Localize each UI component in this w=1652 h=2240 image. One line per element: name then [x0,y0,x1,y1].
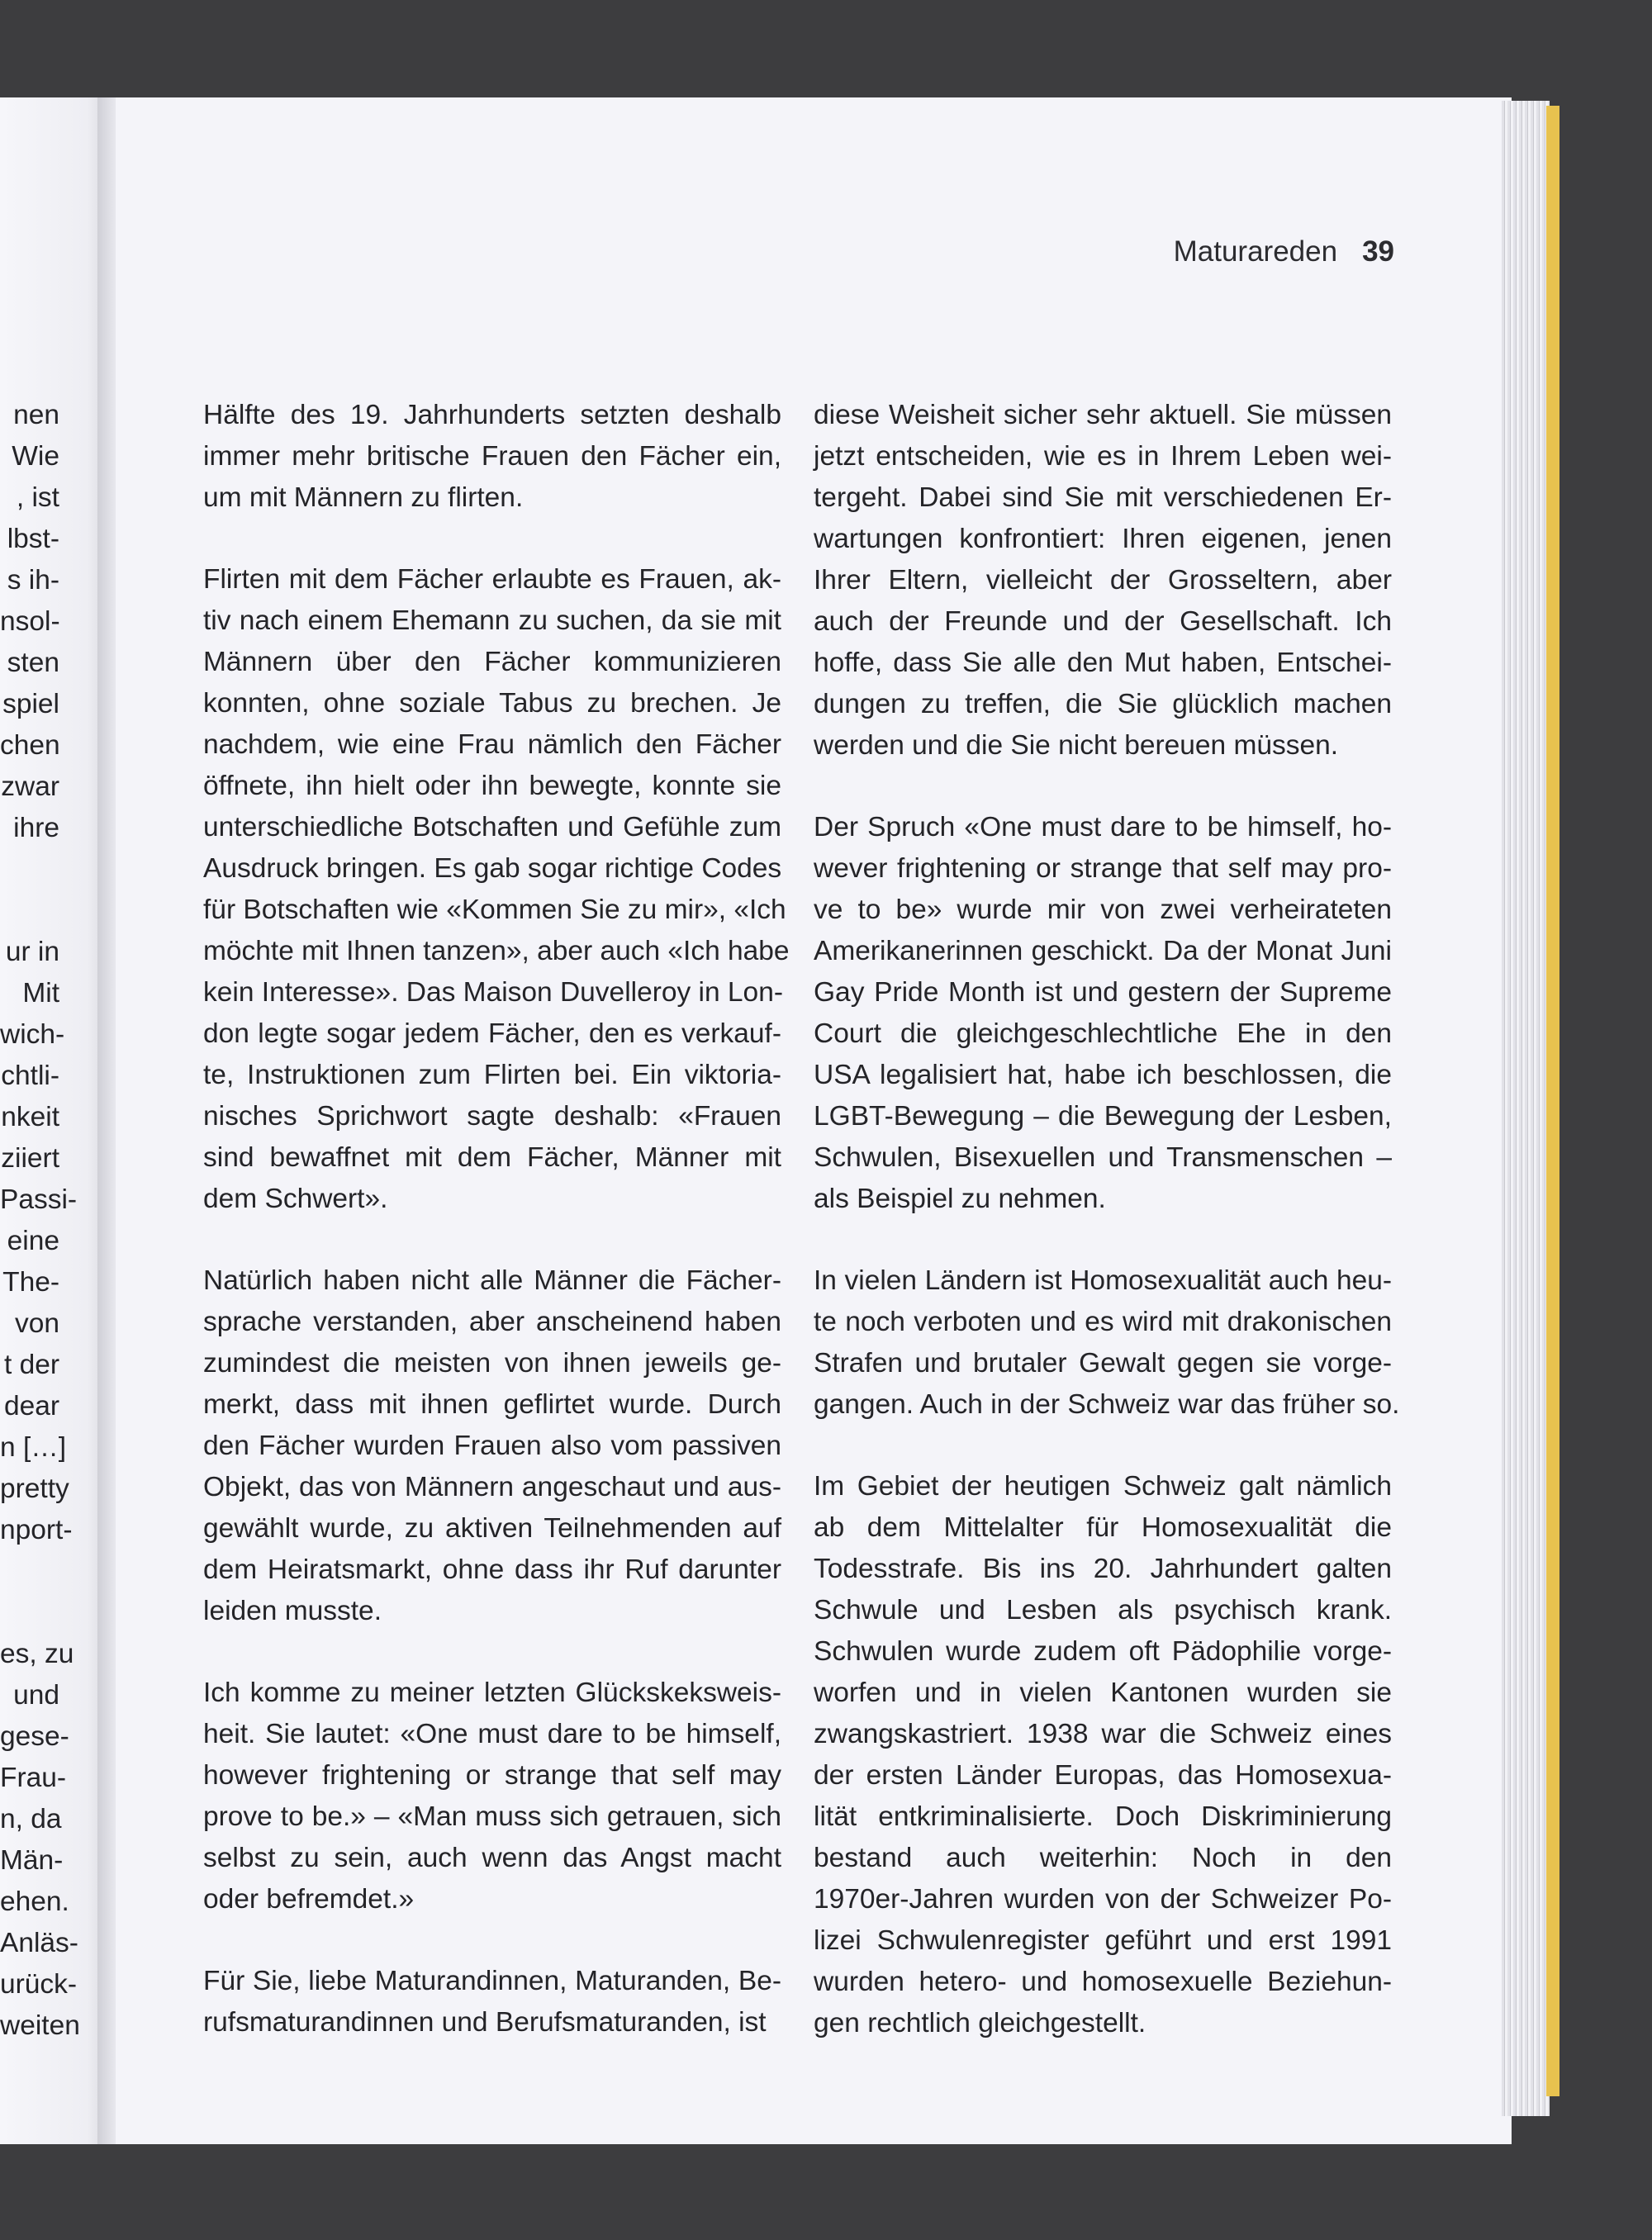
left-page-fragment: n, da [0,1804,62,1834]
left-page-fragment: wich- [0,1019,65,1050]
text-line: selbst zu sein, auch wenn das Angst macht [203,1843,781,1873]
running-header [1171,235,1394,268]
text-line: kein Interesse». Das Maison Duvelleroy in Lon- [203,977,783,1008]
text-line: auch der Freunde und der Gesellschaft. Ich [814,606,1392,637]
text-line: wartungen konfrontiert: Ihren eigenen, jenen [814,524,1392,554]
book-cover-edge [1546,106,1559,2096]
paragraph [814,807,1392,1220]
text-line: Todesstrafe. Bis ins 20. Jahrhundert galten [814,1554,1392,1584]
left-page-fragment: spiel [2,689,59,719]
text-line: Ausdruck bringen. Es gab sogar richtige Codes [203,853,782,884]
left-page-fragment: , ist [16,482,59,513]
left-page-fragment: pretty [0,1474,69,1504]
left-page-fragment: Mit [22,978,59,1008]
text-line: merkt, dass mit ihnen geflirtet wurde. Durch [203,1389,781,1420]
left-page-fragment: nport- [0,1515,73,1545]
left-page-fragment: und [13,1680,59,1711]
left-page-fragment [0,1551,109,1592]
left-page-fragment: t der [3,1350,59,1380]
left-page-fragment: zwar [1,771,59,802]
text-line: gangen. Auch in der Schweiz war das früher so. [814,1389,1400,1420]
text-line: heit. Sie lautet: «One must dare to be himself, [203,1719,781,1749]
text-line: 1970er-Jahren wurden von der Schweizer Po- [814,1884,1392,1915]
text-line: worfen und in vielen Kantonen wurden sie [814,1678,1392,1708]
text-line: leiden musste. [203,1596,382,1626]
left-page-fragment [0,849,109,890]
text-line: diese Weisheit sicher sehr aktuell. Sie müssen [814,400,1392,430]
text-line: nisches Sprichwort sagte deshalb: «Frauen [203,1101,781,1132]
text-line: prove to be.» – «Man muss sich getrauen, sich [203,1801,781,1832]
left-page-fragment: urück- [0,1969,78,2000]
text-line: um mit Männern zu flirten. [203,482,524,513]
left-page-fragment: The- [2,1267,59,1298]
text-line: ve to be» wurde mir von zwei verheirateten [814,895,1392,925]
text-line: ab dem Mittelalter für Homosexualität die [814,1512,1392,1543]
text-line: te noch verboten und es wird mit drakonischen [814,1307,1392,1337]
text-line: sprache verstanden, aber anscheinend haben [203,1307,781,1337]
paragraph [814,1466,1392,2044]
paragraph [203,1673,781,1920]
text-line: sind bewaffnet mit dem Fächer, Männer mit [203,1142,781,1173]
text-line: den Fächer wurden Frauen also vom passiven [203,1431,781,1461]
text-line: Strafen und brutaler Gewalt gegen sie vorge- [814,1348,1392,1379]
left-text-column [203,395,790,2084]
text-line: USA legalisiert hat, habe ich beschlossen, die [814,1060,1392,1090]
right-text-column [814,395,1400,2085]
text-line: Schwule und Lesben als psychisch krank. [814,1595,1392,1625]
text-line: rufsmaturandinnen und Berufsmaturanden, ist [203,2007,767,2038]
left-page-fragment: nen [13,400,59,430]
page-edges [1502,101,1550,2116]
text-line: Im Gebiet der heutigen Schweiz galt nämlich [814,1471,1392,1502]
text-line: Für Sie, liebe Maturandinnen, Maturanden, Be- [203,1966,781,1996]
left-page-fragment: Passi- [0,1184,78,1215]
text-line: Hälfte des 19. Jahrhunderts setzten deshalb [203,400,781,430]
text-line: Der Spruch «One must dare to be himself, ho- [814,812,1392,842]
text-line: tergeht. Dabei sind Sie mit verschiedenen Er- [814,482,1392,513]
text-line: lizei Schwulenregister geführt und erst 1991 [814,1925,1392,1956]
text-line: immer mehr britische Frauen den Fächer ein, [203,441,781,472]
left-page-fragment [0,1592,109,1634]
left-page-fragment: von [14,1308,59,1339]
left-page-fragment: Wie [12,441,59,472]
text-line: für Botschaften wie «Kommen Sie zu mir», «Ich [203,895,786,925]
text-line: gen rechtlich gleichgestellt. [814,2008,1146,2038]
left-page-fragment: dear [3,1391,59,1421]
text-line: Court die gleichgeschlechtliche Ehe in den [814,1018,1392,1049]
text-line: möchte mit Ihnen tanzen», aber auch «Ich habe [203,936,790,966]
text-line: als Beispiel zu nehmen. [814,1184,1106,1214]
text-line: Schwulen wurde zudem oft Pädophilie vorge- [814,1636,1392,1667]
text-line: Ich komme zu meiner letzten Glückskeksweis- [203,1678,781,1708]
text-line: te, Instruktionen zum Flirten bei. Ein viktoria- [203,1060,781,1090]
text-line: Flirten mit dem Fächer erlaubte es Frauen, ak- [203,564,781,595]
text-line: Ihrer Eltern, vielleicht der Grosseltern, aber [814,565,1392,596]
left-page-text-fragments [0,395,109,2047]
text-line: öffnete, ihn hielt oder ihn bewegte, konnte sie [203,771,781,801]
left-page-fragment: Anläs- [0,1928,78,1958]
left-page-fragment: nsol- [0,606,60,637]
text-line: however frightening or strange that self may [203,1760,781,1791]
text-line: LGBT-Bewegung – die Bewegung der Lesben, [814,1101,1392,1132]
left-page-fragment: ehen. [0,1886,69,1917]
text-line: der ersten Länder Europas, das Homosexua- [814,1760,1392,1791]
left-page-fragment: ihre [13,813,59,843]
text-line: tiv nach einem Ehemann zu suchen, da sie mit [203,605,781,636]
paragraph [203,1961,781,2043]
paragraph [203,395,781,519]
text-line: oder befremdet.» [203,1884,415,1915]
text-line: Männern über den Fächer kommunizieren [203,647,781,677]
section-title: Maturareden [1173,235,1338,268]
paragraph [814,395,1392,766]
text-line: zumindest die meisten von ihnen jeweils ge- [203,1348,781,1379]
left-page-fragment: sten [7,648,59,678]
text-line: bestand auch weiterhin: Noch in den [814,1843,1392,1873]
left-page-fragment: weiten [0,2010,80,2041]
text-line: konnten, ohne soziale Tabus zu brechen. Je [203,688,781,719]
text-line: wever frightening or strange that self may pro- [814,853,1392,884]
text-line: Amerikanerinnen geschickt. Da der Monat Juni [814,936,1392,966]
text-line: dem Schwert». [203,1184,388,1214]
text-line: Natürlich haben nicht alle Männer die Fächer- [203,1265,781,1296]
left-page-fragment: n […] [0,1432,67,1463]
text-line: don legte sogar jedem Fächer, den es verkauf- [203,1018,781,1049]
left-page-fragment: chtli- [1,1061,59,1091]
text-line: hoffe, dass Sie alle den Mut haben, Entschei- [814,648,1392,678]
text-line: zwangskastriert. 1938 war die Schweiz eines [814,1719,1392,1749]
paragraph [203,1260,781,1632]
text-line: Schwulen, Bisexuellen und Transmenschen – [814,1142,1392,1173]
text-line: lität entkriminalisierte. Doch Diskriminierung [814,1801,1392,1832]
text-line: unterschiedliche Botschaften und Gefühle zum [203,812,781,842]
text-line: dem Heiratsmarkt, ohne dass ihr Ruf darunter [203,1554,781,1585]
paragraph [814,1260,1400,1426]
left-page-fragment: es, zu [0,1639,74,1669]
page-number: 39 [1362,235,1394,268]
left-page-fragment: lbst- [7,524,59,554]
text-line: gewählt wurde, zu aktiven Teilnehmenden auf [203,1513,781,1544]
left-page-fragment: Frau- [0,1763,67,1793]
left-page-fragment: chen [0,730,60,761]
text-line: werden und die Sie nicht bereuen müssen. [814,730,1339,761]
text-line: wurden hetero- und homosexuelle Beziehun- [814,1967,1392,1997]
text-line: Objekt, das von Männern angeschaut und aus- [203,1472,781,1502]
left-page-fragment: eine [7,1226,59,1256]
text-line: nachdem, wie eine Frau nämlich den Fächer [203,729,781,760]
text-line: In vielen Ländern ist Homosexualität auch heu- [814,1265,1392,1296]
left-page-fragment: ur in [5,937,59,967]
text-line: jetzt entscheiden, wie es in Ihrem Leben wei- [814,441,1392,472]
left-page-fragment: s ih- [7,565,59,596]
left-page-fragment [0,890,109,932]
left-page-fragment: Män- [0,1845,64,1876]
paragraph [203,559,790,1220]
text-line: dungen zu treffen, die Sie glücklich machen [814,689,1392,719]
text-line: Gay Pride Month ist und gestern der Supreme [814,977,1392,1008]
left-page-fragment: gese- [0,1721,69,1752]
left-page-fragment: nkeit [1,1102,59,1132]
left-page-fragment: ziiert [1,1143,59,1174]
